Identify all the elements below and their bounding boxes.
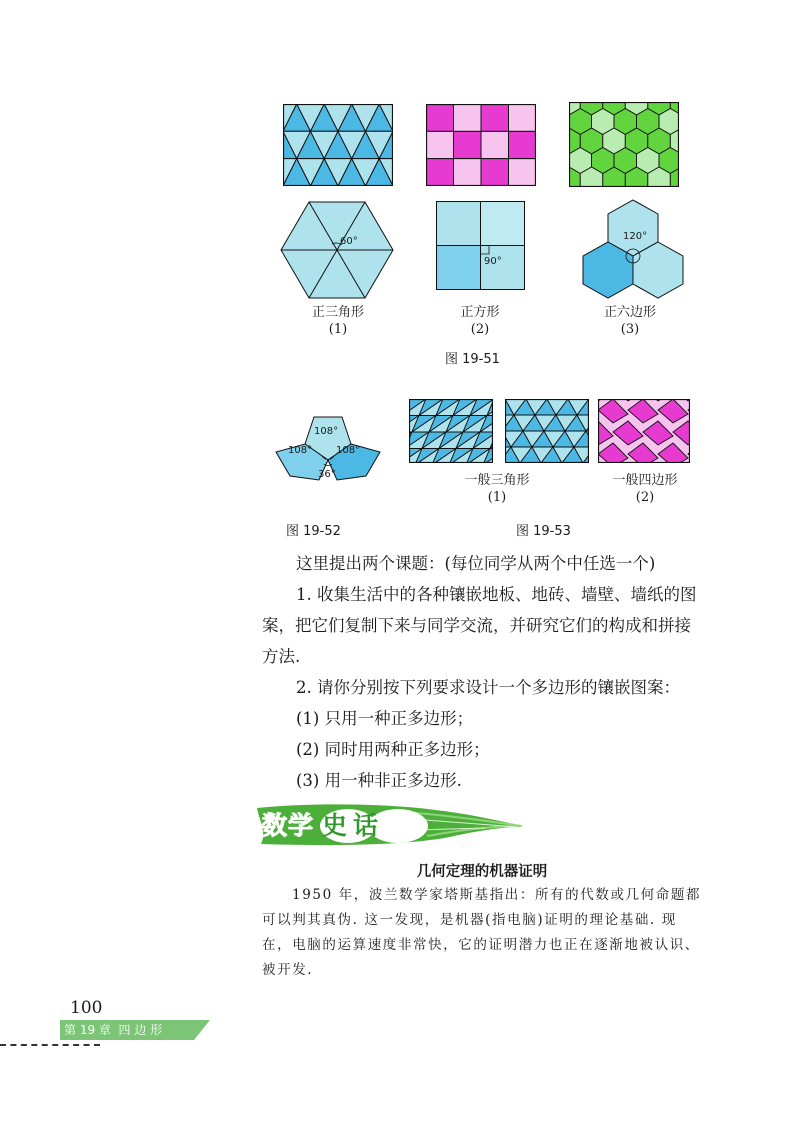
intro-line: 这里提出两个课题：(每位同学从两个中任选一个) [296, 554, 656, 573]
requirement-2: (2) 同时用两种正多边形； [296, 740, 490, 759]
caption-regular-triangle: 正三角形 (1) [311, 305, 364, 337]
square-tiling [426, 104, 536, 186]
page-number: 100 [70, 998, 103, 1018]
caption-general-triangle: 一般三角形 (1) [464, 473, 530, 505]
history-line-2: 可以判其真伪. 这一发现，是机器(指电脑)证明的理论基础. 现 [262, 912, 677, 928]
four-squares-detail [436, 201, 526, 291]
task1-line1: 1. 收集生活中的各种镶嵌地板、地砖、墙壁、墙纸的图 [296, 585, 697, 604]
triangle-tiling [283, 104, 393, 186]
angle-108-left: 108° [288, 445, 313, 456]
history-line-1: 1950 年，波兰数学家塔斯基指出：所有的代数或几何命题都 [292, 887, 702, 903]
banner-text-history: 史话 [322, 811, 385, 840]
caption-general-quadrilateral: 一般四边形 (2) [612, 473, 678, 505]
history-line-4: 被开发. [262, 962, 314, 978]
caption-square: 正方形 (2) [460, 305, 500, 337]
task1-line2: 案，把它们复制下来与同学交流，并研究它们的构成和拼接 [262, 616, 691, 635]
task2-line: 2. 请你分别按下列要求设计一个多边形的镶嵌图案： [296, 678, 680, 697]
hexagon-tiling [569, 102, 679, 187]
figure-label-19-51: 图 19-51 [445, 352, 500, 367]
chapter-label: 第 19 章 四 边 形 [64, 1023, 163, 1037]
general-triangle-tiling-b [505, 399, 589, 463]
task1-line3: 方法. [262, 647, 301, 666]
three-hexagons-detail [578, 196, 688, 300]
angle-90-label: 90° [484, 256, 502, 267]
angle-36: 36° [318, 469, 336, 480]
angle-108-top: 108° [314, 426, 339, 437]
history-line-3: 在，电脑的运算速度非常快，它的证明潜力也正在逐渐地被认识、 [262, 937, 700, 953]
general-quadrilateral-tiling [598, 399, 690, 463]
angle-108-right: 108° [336, 445, 361, 456]
caption-regular-hexagon: 正六边形 (3) [603, 305, 656, 337]
figure-label-19-52: 图 19-52 [286, 524, 341, 539]
requirement-3: (3) 用一种非正多边形. [296, 771, 462, 790]
banner-text-math: 数学 [262, 811, 315, 840]
requirement-1: (1) 只用一种正多边形； [296, 709, 474, 728]
three-pentagons [270, 402, 386, 482]
angle-120-label: 120° [623, 231, 648, 242]
angle-60-label: 60° [340, 236, 358, 247]
six-triangles-detail [280, 200, 394, 300]
figure-label-19-53: 图 19-53 [516, 524, 571, 539]
general-triangle-tiling-a [409, 399, 493, 463]
footer-dashed-rule [0, 1044, 100, 1046]
history-title: 几何定理的机器证明 [416, 864, 548, 880]
